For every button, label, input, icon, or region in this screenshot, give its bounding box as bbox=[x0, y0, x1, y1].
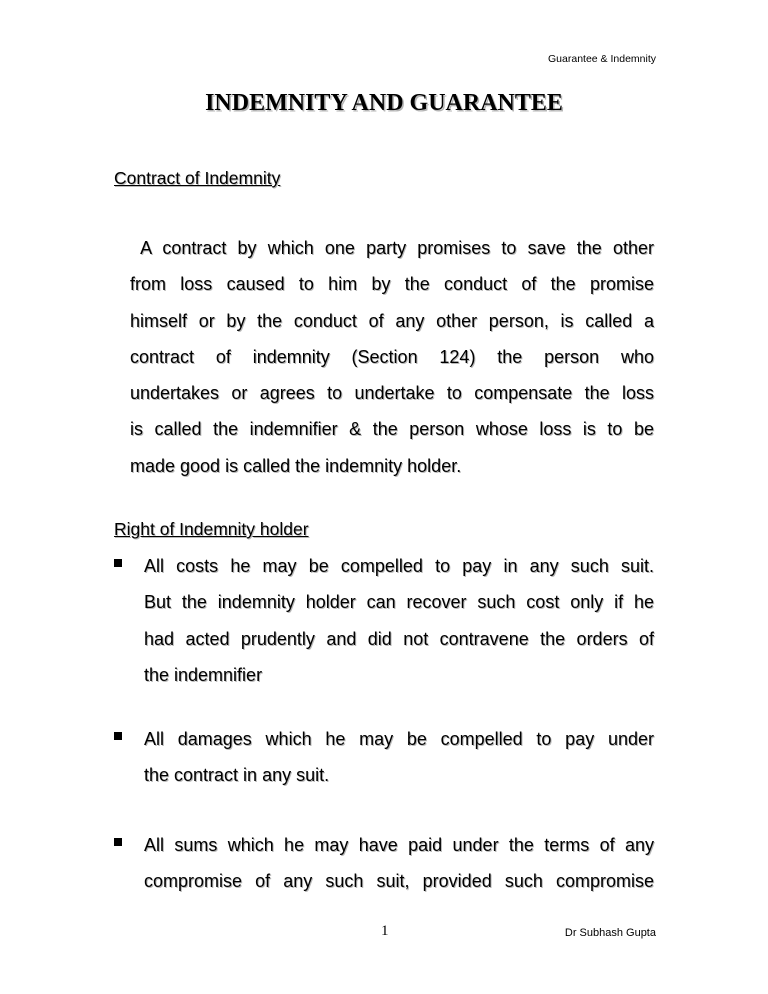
square-bullet-icon bbox=[114, 732, 122, 740]
bullet-line: the indemnifier bbox=[144, 664, 263, 685]
paragraph-line: contract of indemnity (Section 124) the person who bbox=[130, 346, 654, 367]
bullet-line: All costs he may be compelled to pay in any such suit. bbox=[144, 556, 654, 576]
page-title: INDEMNITY AND GUARANTEE bbox=[205, 90, 563, 116]
paragraph-line: is called the indemnifier & the person whose loss is to be bbox=[130, 419, 654, 440]
bullet-line: All sums which he may have paid under the terms of any bbox=[144, 835, 654, 855]
section-heading-contract-of-indemnity: Contract of Indemnity bbox=[114, 168, 281, 188]
square-bullet-icon bbox=[114, 559, 122, 567]
bullet-item bbox=[114, 548, 654, 693]
bullet-item bbox=[114, 721, 654, 794]
page-number: 1 bbox=[381, 923, 389, 939]
paragraph-line: himself or by the conduct of any other person, is called a bbox=[130, 310, 654, 331]
paragraph-line: from loss caused to him by the conduct of the promise bbox=[130, 274, 654, 295]
bullet-line: compromise of any such suit, provided such compromise bbox=[144, 871, 654, 892]
bullet-line: But the indemnity holder can recover such cost only if he bbox=[144, 592, 654, 613]
section-heading-right-of-indemnity-holder: Right of Indemnity holder bbox=[114, 519, 309, 539]
definition-paragraph bbox=[130, 230, 654, 484]
bullet-line: All damages which he may be compelled to pay under bbox=[144, 729, 654, 749]
paragraph-line: A contract by which one party promises to save the other bbox=[130, 238, 654, 258]
footer-author: Dr Subhash Gupta bbox=[564, 927, 656, 939]
bullet-line: had acted prudently and did not contravene the orders of bbox=[144, 628, 654, 649]
paragraph-line: made good is called the indemnity holder. bbox=[130, 455, 462, 476]
paragraph-line: undertakes or agrees to undertake to compensate the loss bbox=[130, 383, 654, 404]
bullet-line: the contract in any suit. bbox=[144, 765, 330, 786]
bullet-item bbox=[114, 827, 654, 900]
running-header: Guarantee & Indemnity bbox=[548, 53, 656, 65]
square-bullet-icon bbox=[114, 838, 122, 846]
